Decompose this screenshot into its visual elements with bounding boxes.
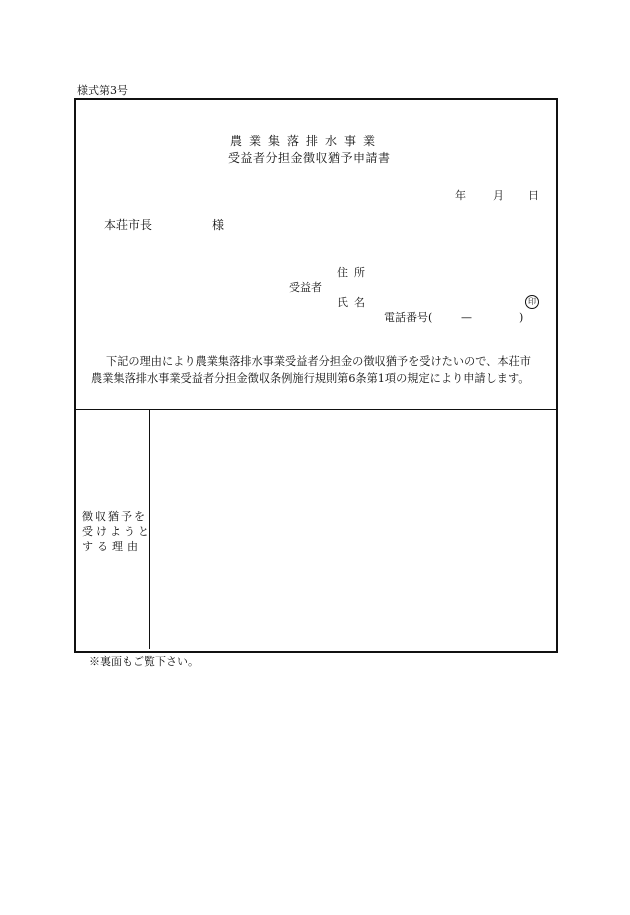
section-divider [76, 409, 556, 410]
request-text-line1: 下記の理由により農業集落排水事業受益者分担金の徴収猶予を受けたいので、本荘市 [106, 355, 531, 368]
phone-label: 電話番号( [384, 311, 433, 324]
phone-separator: — [461, 311, 472, 324]
reason-label-line3: する理由 [82, 540, 142, 553]
name-label: 氏名 [337, 296, 371, 309]
form-title-line1: 農業集落排水事業 [230, 134, 383, 148]
reason-label-line1: 徴収猶予を [82, 510, 147, 523]
request-text-line2: 農業集落排水事業受益者分担金徴収条例施行規則第6条第1項の規定により申請します。 [91, 372, 530, 385]
date-day-label: 日 [528, 189, 539, 202]
beneficiary-label: 受益者 [289, 281, 322, 294]
reason-label-line2: 受けようと [82, 525, 152, 538]
footnote: ※裏面もご覧下さい。 [89, 655, 199, 668]
reason-entry-area[interactable] [151, 411, 554, 649]
phone-close-paren: ) [519, 311, 524, 324]
seal-icon: 印 [525, 295, 539, 309]
form-number: 様式第3号 [77, 84, 128, 97]
addressee-name: 本荘市長 [104, 218, 153, 232]
form-title-line2: 受益者分担金徴収猶予申請書 [228, 151, 391, 165]
date-year-label: 年 [455, 189, 466, 202]
date-month-label: 月 [493, 189, 504, 202]
addressee-honorific: 様 [212, 218, 225, 232]
address-label: 住所 [337, 266, 371, 279]
